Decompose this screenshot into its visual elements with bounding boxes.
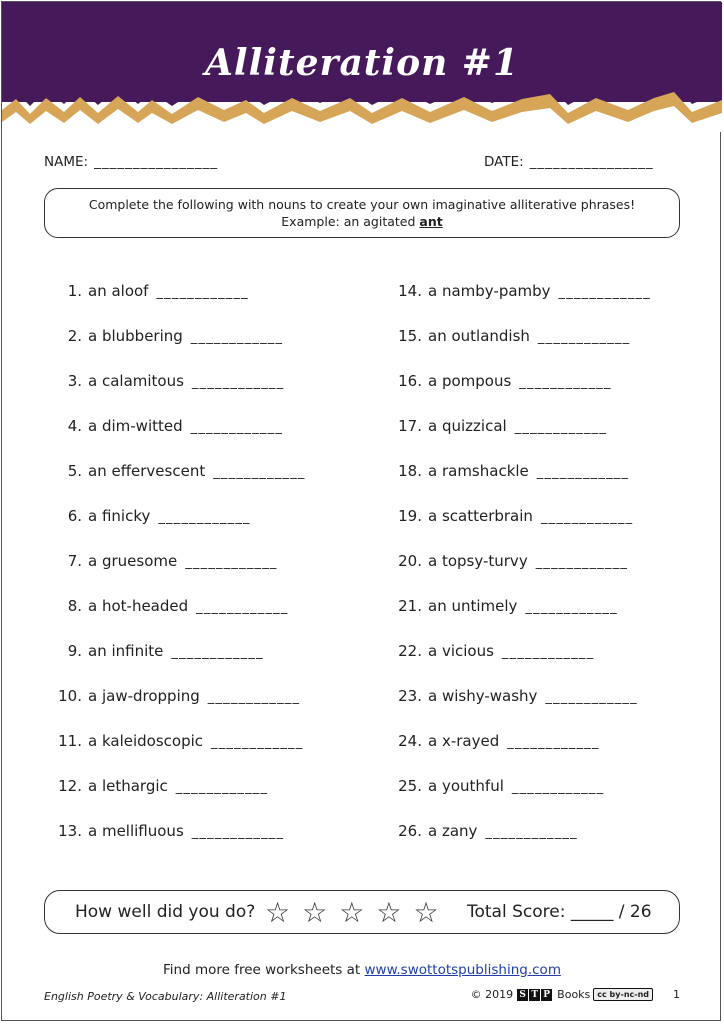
list-item xyxy=(58,282,249,304)
item-phrase: a gruesome xyxy=(88,552,178,570)
list-item xyxy=(392,687,638,709)
item-phrase: a calamitous xyxy=(88,372,184,390)
total-score xyxy=(467,902,652,922)
list-item xyxy=(392,732,600,754)
item-number: 25. xyxy=(398,777,422,795)
item-number: 22. xyxy=(398,642,422,660)
list-item xyxy=(58,462,306,484)
answer-blank[interactable]: ____________ xyxy=(545,690,638,705)
answer-blank[interactable]: ____________ xyxy=(185,555,278,570)
rating-question: How well did you do? xyxy=(75,902,256,922)
item-phrase: a topsy-turvy xyxy=(428,552,528,570)
item-phrase: an effervescent xyxy=(88,462,206,480)
stp-logo-icon xyxy=(517,989,553,1001)
answer-blank[interactable]: ____________ xyxy=(535,555,629,570)
example-answer: ant xyxy=(419,214,443,229)
item-number: 21. xyxy=(398,597,422,615)
answer-blank[interactable]: ____________ xyxy=(540,510,634,525)
answer-blank[interactable]: ____________ xyxy=(511,780,605,795)
list-item xyxy=(392,507,633,529)
answer-blank[interactable]: ____________ xyxy=(191,825,285,840)
item-phrase: a kaleidoscopic xyxy=(88,732,204,750)
item-phrase: a mellifluous xyxy=(88,822,184,840)
star-icon[interactable]: ☆ xyxy=(302,896,328,929)
item-number: 15. xyxy=(398,327,422,345)
item-number: 18. xyxy=(398,462,422,480)
list-item xyxy=(392,417,607,439)
item-number: 16. xyxy=(398,372,422,390)
answer-blank[interactable]: ____________ xyxy=(536,465,630,480)
item-phrase: a hot-headed xyxy=(88,597,189,615)
answer-blank[interactable]: ____________ xyxy=(190,330,284,345)
item-number: 8. xyxy=(67,597,82,615)
answer-blank[interactable]: ____________ xyxy=(519,375,612,390)
answer-blank[interactable]: ____________ xyxy=(507,735,600,750)
worksheet-title: Alliteration #1 xyxy=(204,42,520,84)
answer-blank[interactable]: ____________ xyxy=(485,825,578,840)
item-phrase: a scatterbrain xyxy=(428,507,533,525)
item-number: 5. xyxy=(67,462,82,480)
answer-blank[interactable]: ____________ xyxy=(190,420,284,435)
list-item xyxy=(58,507,251,529)
answer-blank[interactable]: ____________ xyxy=(501,645,595,660)
score-blank: _____ xyxy=(570,902,614,922)
answer-blank[interactable]: ____________ xyxy=(196,600,289,615)
item-number: 3. xyxy=(67,372,82,390)
item-phrase: a x-rayed xyxy=(428,732,500,750)
item-number: 10. xyxy=(58,687,82,705)
date-field xyxy=(484,154,654,170)
item-phrase: a zany xyxy=(428,822,478,840)
item-number: 26. xyxy=(398,822,422,840)
list-item xyxy=(58,687,300,709)
book-title: English Poetry & Vocabulary: Alliteration #1 xyxy=(44,990,287,1003)
item-phrase: a ramshackle xyxy=(428,462,529,480)
list-item xyxy=(392,777,604,799)
copyright-text: © 2019 xyxy=(470,988,514,1001)
item-number: 9. xyxy=(67,642,82,660)
item-phrase: a namby-pamby xyxy=(428,282,551,300)
star-icon[interactable]: ☆ xyxy=(413,896,439,929)
list-item xyxy=(58,732,303,754)
date-blank: ________________ xyxy=(529,154,654,170)
website-link[interactable]: www.swottotspublishing.com xyxy=(364,962,561,978)
item-phrase: a dim-witted xyxy=(88,417,183,435)
answer-blank[interactable]: ____________ xyxy=(171,645,264,660)
answer-blank[interactable]: ____________ xyxy=(158,510,251,525)
list-item xyxy=(58,597,289,619)
item-number: 11. xyxy=(58,732,82,750)
list-item xyxy=(392,822,578,844)
name-field xyxy=(44,154,218,170)
instructions-text: Complete the following with nouns to create your own imaginative alliterative phrases! xyxy=(88,197,636,212)
answer-blank[interactable]: ____________ xyxy=(211,735,304,750)
item-number: 6. xyxy=(67,507,82,525)
item-phrase: a finicky xyxy=(88,507,151,525)
item-phrase: a wishy-washy xyxy=(428,687,538,705)
list-item xyxy=(392,372,612,394)
answer-blank[interactable]: ____________ xyxy=(156,285,249,300)
item-number: 17. xyxy=(398,417,422,435)
example-line xyxy=(45,213,679,230)
list-item xyxy=(58,327,283,349)
item-phrase: a jaw-dropping xyxy=(88,687,200,705)
copyright-line xyxy=(471,988,680,1001)
item-number: 7. xyxy=(67,552,82,570)
list-item xyxy=(58,777,268,799)
answer-blank[interactable]: ____________ xyxy=(537,330,631,345)
list-item xyxy=(392,282,651,304)
item-phrase: an untimely xyxy=(428,597,518,615)
answer-blank[interactable]: ____________ xyxy=(207,690,301,705)
item-number: 14. xyxy=(398,282,422,300)
item-phrase: a pompous xyxy=(428,372,512,390)
answer-blank[interactable]: ____________ xyxy=(213,465,306,480)
score-label: Total Score: xyxy=(467,902,566,922)
answer-blank[interactable]: ____________ xyxy=(558,285,651,300)
rating-box xyxy=(44,890,680,934)
cc-license-icon: cc by-nc-nd xyxy=(593,988,653,1001)
star-icon[interactable]: ☆ xyxy=(376,896,402,929)
list-item xyxy=(392,552,628,574)
item-phrase: an aloof xyxy=(88,282,149,300)
item-phrase: a lethargic xyxy=(88,777,168,795)
score-total: / 26 xyxy=(618,902,652,922)
item-number: 2. xyxy=(67,327,82,345)
list-item xyxy=(58,822,284,844)
list-item xyxy=(392,642,594,664)
example-prefix: Example: an agitated xyxy=(281,214,416,229)
item-phrase: a vicious xyxy=(428,642,494,660)
name-label: NAME: xyxy=(44,154,89,170)
list-item xyxy=(58,372,284,394)
answer-blank[interactable]: ____________ xyxy=(525,600,618,615)
header-banner xyxy=(2,2,722,132)
item-number: 24. xyxy=(398,732,422,750)
brand-name: Books xyxy=(557,988,591,1001)
stp-letter: T xyxy=(529,989,540,1001)
item-number: 1. xyxy=(67,282,82,300)
list-item xyxy=(58,552,278,574)
name-blank: ________________ xyxy=(94,154,219,170)
list-item xyxy=(392,597,618,619)
answer-blank[interactable]: ____________ xyxy=(175,780,269,795)
instructions-box xyxy=(44,188,680,238)
star-icon[interactable]: ☆ xyxy=(265,896,291,929)
page-number: 1 xyxy=(673,988,680,1001)
answer-blank[interactable]: ____________ xyxy=(191,375,285,390)
list-item xyxy=(58,642,264,664)
more-text: Find more free worksheets at xyxy=(163,962,361,978)
list-item xyxy=(392,462,629,484)
item-number: 23. xyxy=(398,687,422,705)
item-phrase: an infinite xyxy=(88,642,164,660)
list-item xyxy=(392,327,630,349)
list-item xyxy=(58,417,283,439)
item-phrase: a youthful xyxy=(428,777,504,795)
item-phrase: a blubbering xyxy=(88,327,183,345)
more-worksheets xyxy=(0,962,724,978)
stp-letter: P xyxy=(541,989,552,1001)
answer-blank[interactable]: ____________ xyxy=(514,420,608,435)
item-number: 20. xyxy=(398,552,422,570)
stp-letter: S xyxy=(517,989,528,1001)
item-number: 12. xyxy=(58,777,82,795)
item-number: 13. xyxy=(58,822,82,840)
item-number: 4. xyxy=(67,417,82,435)
item-phrase: an outlandish xyxy=(428,327,530,345)
star-rating xyxy=(265,898,451,928)
date-label: DATE: xyxy=(484,154,524,170)
item-phrase: a quizzical xyxy=(428,417,507,435)
star-icon[interactable]: ☆ xyxy=(339,896,365,929)
item-number: 19. xyxy=(398,507,422,525)
